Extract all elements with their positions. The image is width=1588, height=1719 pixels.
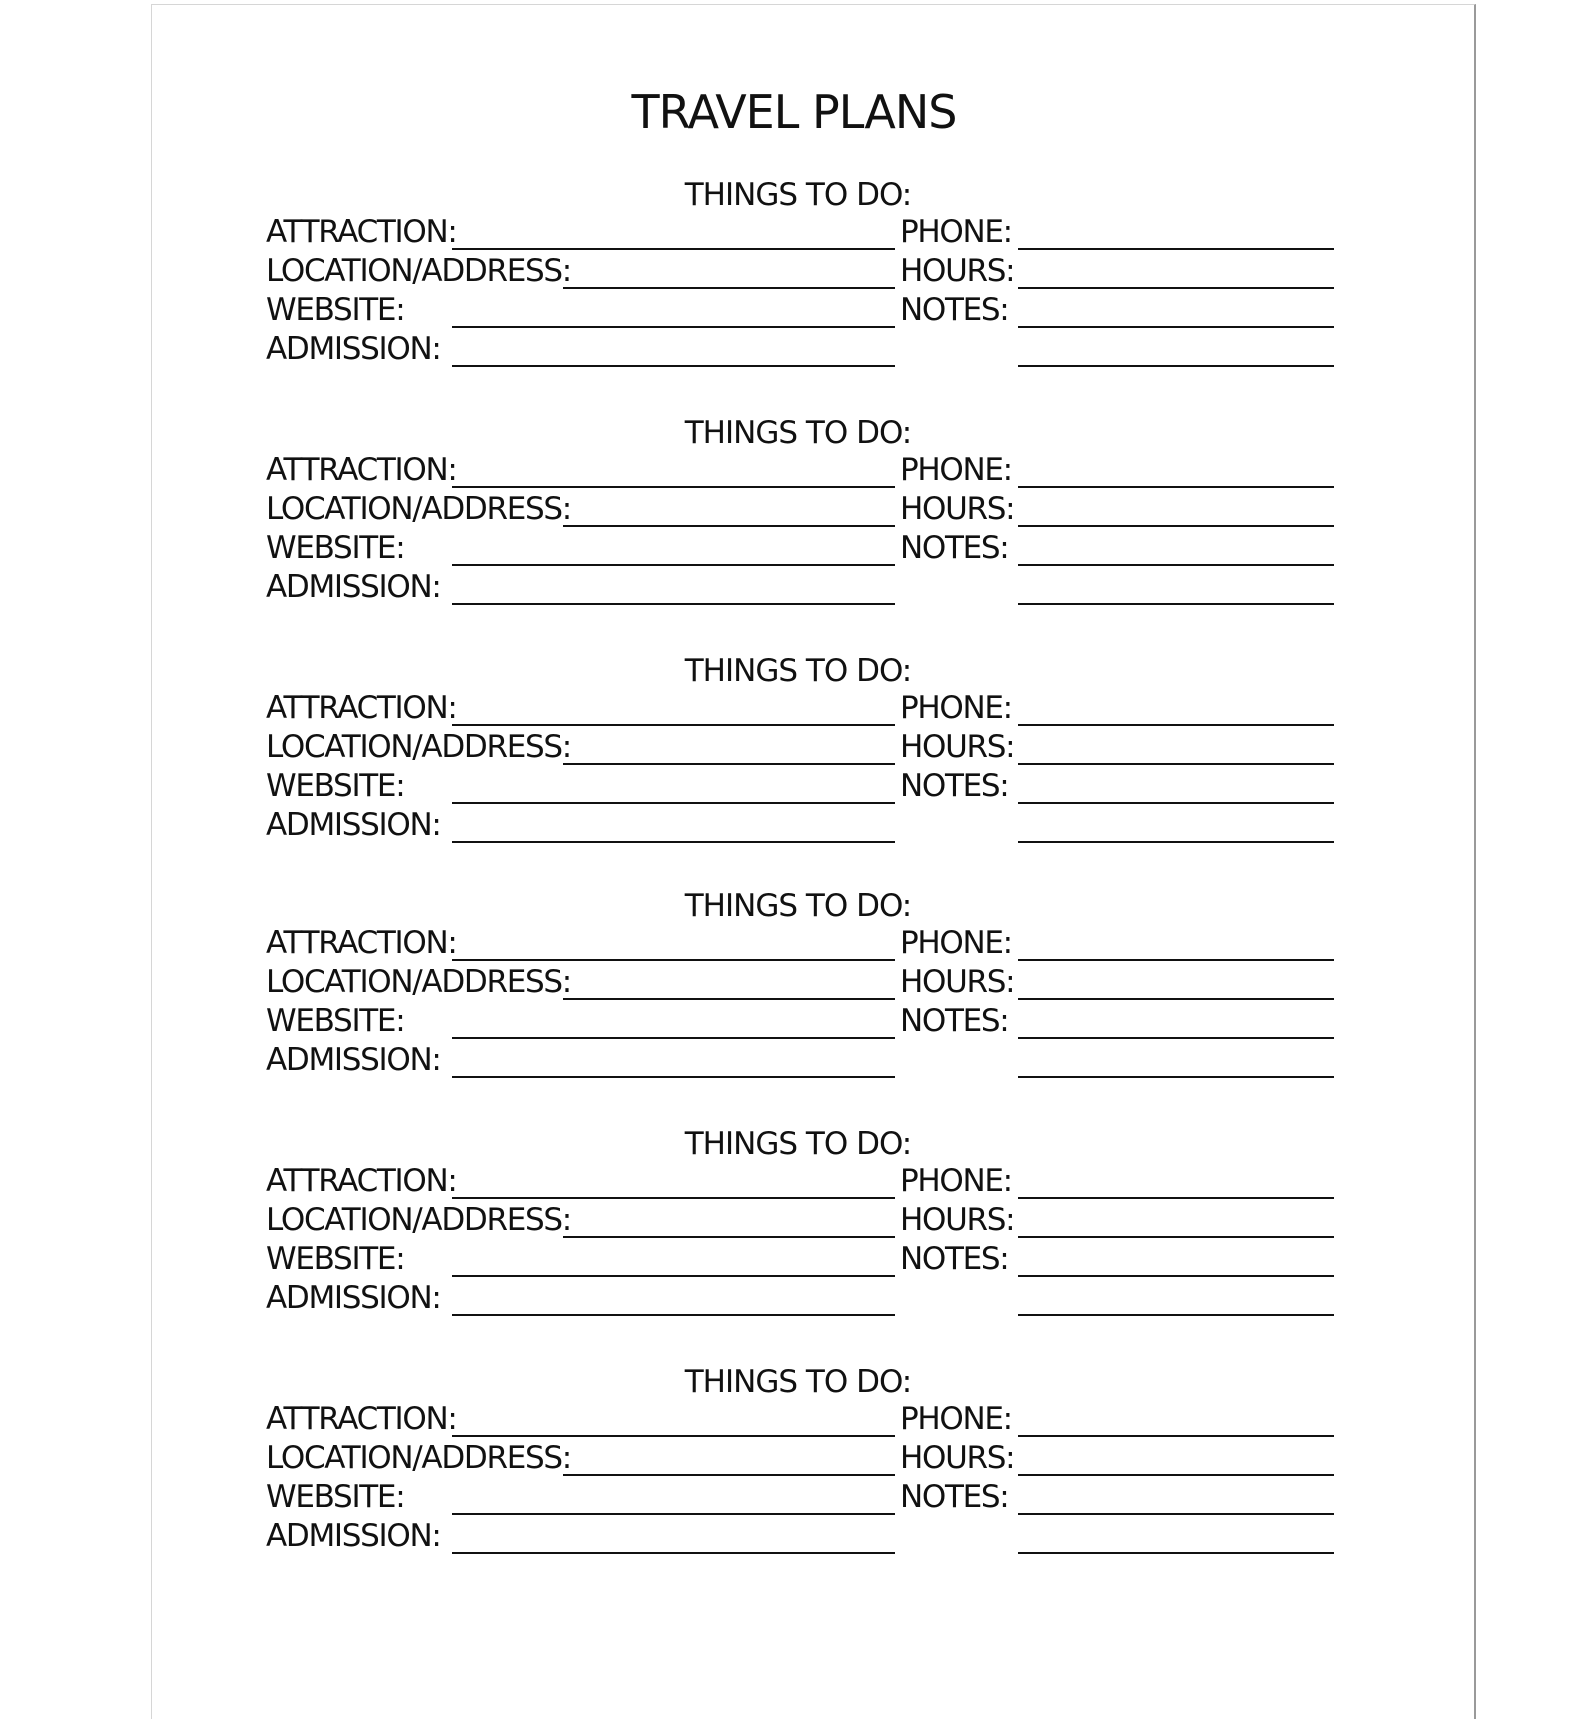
attraction-field[interactable] [452,248,895,250]
attraction-field[interactable] [452,486,895,488]
website-label: WEBSITE: [266,292,405,328]
section-heading: THINGS TO DO: [684,888,912,924]
location-address-label: LOCATION/ADDRESS: [266,491,571,527]
admission-field[interactable] [452,603,895,605]
website-field[interactable] [452,1037,895,1039]
hours-field[interactable] [1018,287,1334,289]
things-to-do-section [0,414,1588,614]
admission-field[interactable] [452,1314,895,1316]
things-to-do-section [0,652,1588,852]
admission-label: ADMISSION: [266,569,441,605]
website-field[interactable] [452,326,895,328]
section-heading: THINGS TO DO: [684,177,912,213]
notes-label: NOTES: [900,292,1009,328]
notes-label: NOTES: [900,530,1009,566]
notes-label: NOTES: [900,1479,1009,1515]
attraction-field[interactable] [452,959,895,961]
phone-label: PHONE: [900,452,1012,488]
section-heading: THINGS TO DO: [684,415,912,451]
hours-field[interactable] [1018,525,1334,527]
phone-field[interactable] [1018,1435,1334,1437]
attraction-label: ATTRACTION: [266,214,457,250]
section-heading: THINGS TO DO: [684,1126,912,1162]
attraction-label: ATTRACTION: [266,452,457,488]
attraction-field[interactable] [452,1197,895,1199]
notes-field[interactable] [1018,326,1334,328]
phone-field[interactable] [1018,724,1334,726]
website-field[interactable] [452,1275,895,1277]
notes-field[interactable] [1018,1037,1334,1039]
things-to-do-section [0,1125,1588,1325]
notes-label: NOTES: [900,768,1009,804]
phone-label: PHONE: [900,214,1012,250]
location-address-field[interactable] [563,287,895,289]
admission-label: ADMISSION: [266,807,441,843]
location-address-field[interactable] [563,525,895,527]
website-field[interactable] [452,564,895,566]
phone-field[interactable] [1018,1197,1334,1199]
location-address-field[interactable] [563,1236,895,1238]
website-field[interactable] [452,1513,895,1515]
admission-label: ADMISSION: [266,331,441,367]
notes-field-extra[interactable] [1018,1076,1334,1078]
location-address-field[interactable] [563,998,895,1000]
phone-label: PHONE: [900,925,1012,961]
location-address-label: LOCATION/ADDRESS: [266,729,571,765]
page-title: TRAVEL PLANS [631,85,957,139]
things-to-do-section [0,887,1588,1087]
notes-field-extra[interactable] [1018,603,1334,605]
phone-field[interactable] [1018,959,1334,961]
website-label: WEBSITE: [266,1241,405,1277]
admission-label: ADMISSION: [266,1280,441,1316]
phone-label: PHONE: [900,1163,1012,1199]
admission-field[interactable] [452,841,895,843]
notes-field[interactable] [1018,564,1334,566]
admission-field[interactable] [452,1552,895,1554]
notes-field-extra[interactable] [1018,841,1334,843]
attraction-field[interactable] [452,724,895,726]
hours-field[interactable] [1018,763,1334,765]
hours-field[interactable] [1018,1474,1334,1476]
phone-label: PHONE: [900,1401,1012,1437]
notes-label: NOTES: [900,1003,1009,1039]
notes-field-extra[interactable] [1018,1314,1334,1316]
phone-label: PHONE: [900,690,1012,726]
section-heading: THINGS TO DO: [684,653,912,689]
website-label: WEBSITE: [266,1003,405,1039]
admission-field[interactable] [452,365,895,367]
things-to-do-section [0,176,1588,376]
hours-label: HOURS: [900,729,1015,765]
website-label: WEBSITE: [266,1479,405,1515]
hours-label: HOURS: [900,491,1015,527]
location-address-field[interactable] [563,763,895,765]
section-heading: THINGS TO DO: [684,1364,912,1400]
attraction-label: ATTRACTION: [266,690,457,726]
attraction-label: ATTRACTION: [266,1163,457,1199]
hours-field[interactable] [1018,998,1334,1000]
hours-field[interactable] [1018,1236,1334,1238]
notes-field-extra[interactable] [1018,1552,1334,1554]
attraction-label: ATTRACTION: [266,925,457,961]
location-address-field[interactable] [563,1474,895,1476]
admission-label: ADMISSION: [266,1518,441,1554]
phone-field[interactable] [1018,486,1334,488]
notes-field[interactable] [1018,1513,1334,1515]
location-address-label: LOCATION/ADDRESS: [266,253,571,289]
admission-field[interactable] [452,1076,895,1078]
website-label: WEBSITE: [266,530,405,566]
notes-field[interactable] [1018,1275,1334,1277]
location-address-label: LOCATION/ADDRESS: [266,1440,571,1476]
hours-label: HOURS: [900,964,1015,1000]
hours-label: HOURS: [900,1440,1015,1476]
website-label: WEBSITE: [266,768,405,804]
notes-label: NOTES: [900,1241,1009,1277]
notes-field[interactable] [1018,802,1334,804]
notes-field-extra[interactable] [1018,365,1334,367]
website-field[interactable] [452,802,895,804]
attraction-label: ATTRACTION: [266,1401,457,1437]
location-address-label: LOCATION/ADDRESS: [266,964,571,1000]
things-to-do-section [0,1363,1588,1563]
phone-field[interactable] [1018,248,1334,250]
location-address-label: LOCATION/ADDRESS: [266,1202,571,1238]
attraction-field[interactable] [452,1435,895,1437]
hours-label: HOURS: [900,253,1015,289]
admission-label: ADMISSION: [266,1042,441,1078]
hours-label: HOURS: [900,1202,1015,1238]
